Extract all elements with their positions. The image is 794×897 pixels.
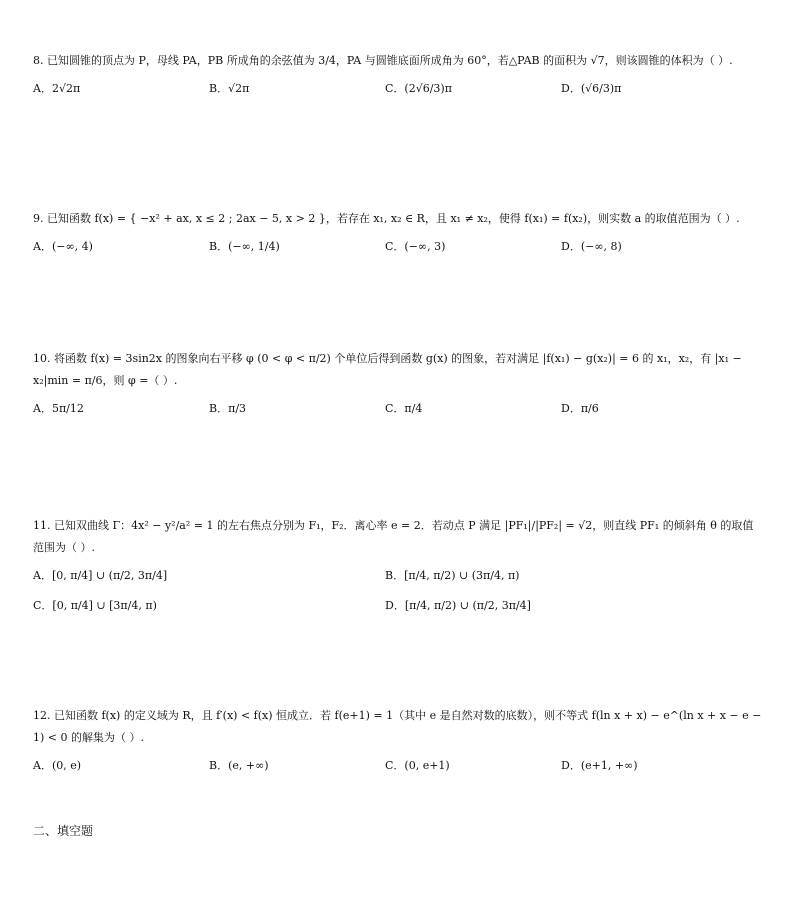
option-c[interactable]: C．[0, π/4] ∪ [3π/4, π) bbox=[33, 599, 157, 612]
option-b[interactable]: B．π/3 bbox=[209, 402, 247, 415]
question-12 bbox=[33, 705, 763, 779]
question-8 bbox=[33, 50, 763, 102]
section-title: 二、填空题 bbox=[33, 824, 94, 838]
option-b[interactable]: B．[π/4, π/2) ∪ (3π/4, π) bbox=[385, 569, 520, 582]
option-d[interactable]: D．(−∞, 8) bbox=[561, 240, 622, 253]
option-a[interactable]: A．[0, π/4] ∪ (π/2, 3π/4] bbox=[33, 569, 168, 582]
options-row bbox=[33, 755, 763, 779]
option-c[interactable]: C．π/4 bbox=[385, 402, 423, 415]
option-c[interactable]: C．(2√6/3)π bbox=[385, 82, 452, 95]
option-c[interactable]: C．(−∞, 3) bbox=[385, 240, 446, 253]
option-d[interactable]: D．(e+1, +∞) bbox=[561, 759, 638, 772]
options-row bbox=[33, 595, 763, 619]
options-row bbox=[33, 236, 763, 260]
question-10 bbox=[33, 348, 763, 422]
question-stem: 8. 已知圆锥的顶点为 P，母线 PA，PB 所成角的余弦值为 3/4，PA 与圆锥底面所成角为 60°，若△PAB 的面积为 √7，则该圆锥的体积为（ ）. bbox=[33, 54, 733, 67]
option-a[interactable]: A．(−∞, 4) bbox=[33, 240, 93, 253]
option-b[interactable]: B．(e, +∞) bbox=[209, 759, 269, 772]
options-row bbox=[33, 565, 763, 589]
option-a[interactable]: A．5π/12 bbox=[33, 402, 84, 415]
option-d[interactable]: D．[π/4, π/2) ∪ (π/2, 3π/4] bbox=[385, 599, 531, 612]
option-d[interactable]: D．π/6 bbox=[561, 402, 599, 415]
question-9 bbox=[33, 208, 763, 260]
options-row bbox=[33, 398, 763, 422]
option-a[interactable]: A．(0, e) bbox=[33, 759, 82, 772]
option-c[interactable]: C．(0, e+1) bbox=[385, 759, 450, 772]
option-b[interactable]: B．√2π bbox=[209, 82, 250, 95]
question-stem: 9. 已知函数 f(x) = { −x² + ax, x ≤ 2 ; 2ax − 5, x > 2 }，若存在 x₁, x₂ ∈ R，且 x₁ ≠ x₂，使得 f(x₁) = f(x₂)，则实数 a 的取值范围为（ ）. bbox=[33, 212, 740, 225]
question-11 bbox=[33, 515, 763, 619]
question-stem: 11. 已知双曲线 Γ：4x² − y²/a² = 1 的左右焦点分别为 F₁，F₂．离心率 e = 2．若动点 P 满足 |PF₁|/|PF₂| = √2，则直线 PF₁ 的倾斜角 θ 的取值范围为（ ）. bbox=[33, 519, 754, 554]
question-stem: 10. 将函数 f(x) = 3sin2x 的图象向右平移 φ (0 < φ < π/2) 个单位后得到函数 g(x) 的图象，若对满足 |f(x₁) − g(x₂)| = 6 的 x₁，x₂，有 |x₁ − x₂|min = π/6，则 φ =（ ）. bbox=[33, 352, 742, 387]
question-stem: 12. 已知函数 f(x) 的定义域为 R，且 f′(x) < f(x) 恒成立．若 f(e+1) = 1（其中 e 是自然对数的底数），则不等式 f(ln x + x) − e^(ln x + x − e − 1) < 0 的解集为（ ）. bbox=[33, 709, 762, 744]
option-a[interactable]: A．2√2π bbox=[33, 82, 81, 95]
option-d[interactable]: D．(√6/3)π bbox=[561, 82, 622, 95]
options-row bbox=[33, 78, 763, 102]
option-b[interactable]: B．(−∞, 1/4) bbox=[209, 240, 280, 253]
